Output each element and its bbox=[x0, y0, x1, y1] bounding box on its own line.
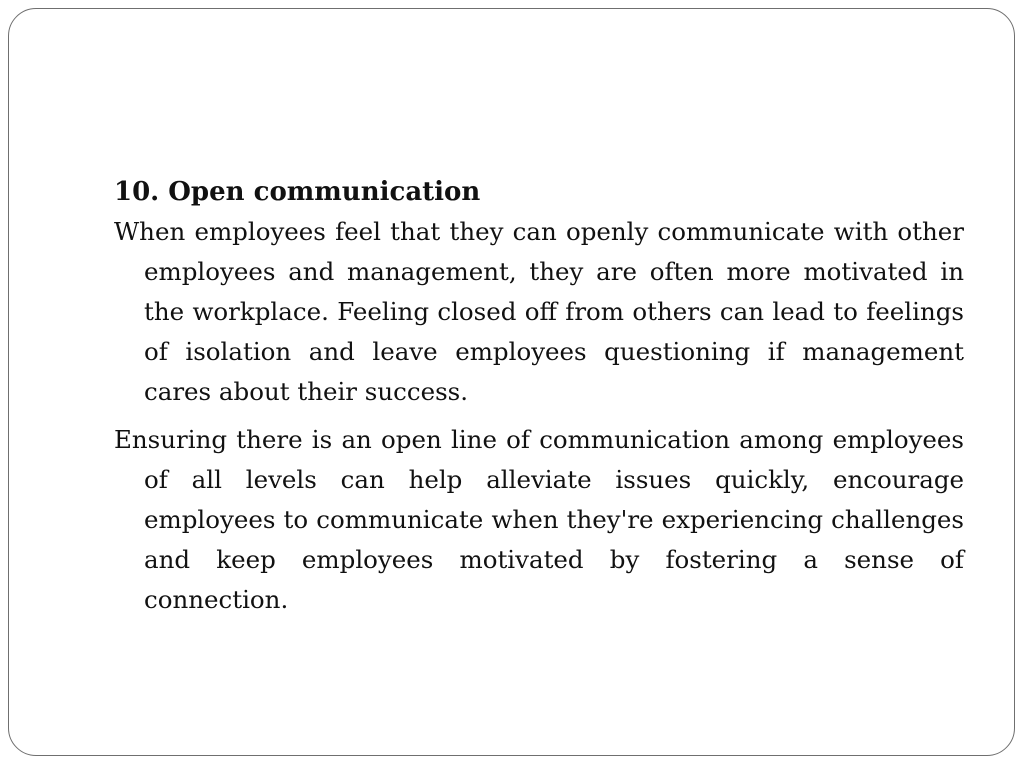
slide-content bbox=[114, 172, 964, 628]
paragraph-ensuring-open-line: Ensuring there is an open line of communication among employees of all levels can help alleviate issues quickly, encourage employees to communicate when they're experiencing challenges and keep employees motivated by fostering a sense of connection. bbox=[114, 425, 964, 614]
slide-frame bbox=[8, 8, 1015, 756]
section-heading: 10. Open communication bbox=[114, 177, 481, 207]
paragraph-open-communication: When employees feel that they can openly communicate with other employees and management, they are often more motivated in the workplace. Feeling closed off from others can lead to feelings of isolation and leave employees questioning if management cares about their success. bbox=[114, 217, 964, 406]
